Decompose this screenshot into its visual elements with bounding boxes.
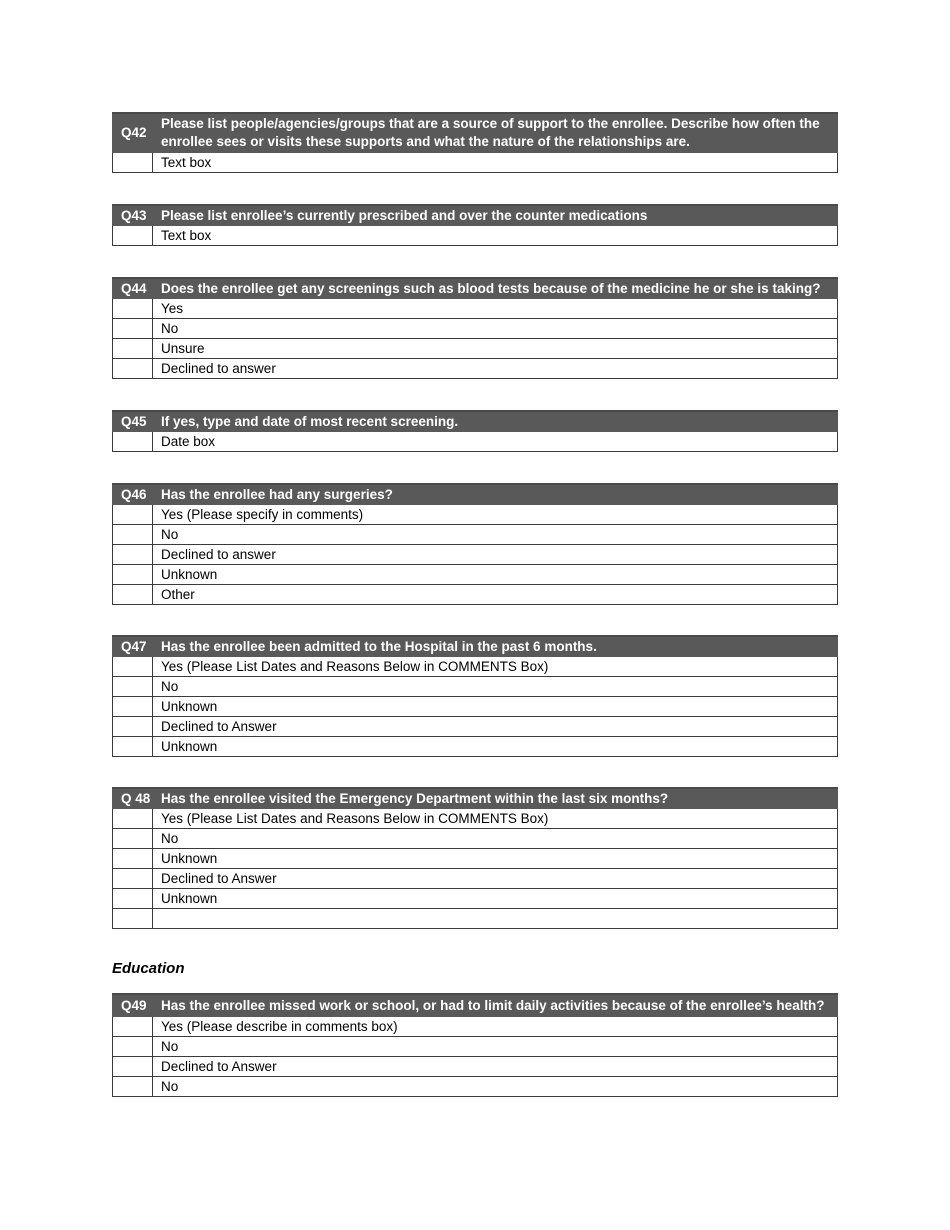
answer-selector-cell[interactable]	[113, 226, 153, 246]
question-text: Has the enrollee been admitted to the Hospital in the past 6 months.	[153, 636, 838, 657]
answer-option[interactable]: Unsure	[153, 339, 838, 359]
answer-selector-cell[interactable]	[113, 505, 153, 525]
answer-option[interactable]: Declined to Answer	[153, 717, 838, 737]
question-table-q46	[112, 483, 838, 605]
question-number: Q43	[113, 205, 153, 226]
answer-option[interactable]: Unknown	[153, 849, 838, 869]
answer-selector-cell[interactable]	[113, 809, 153, 829]
answer-option[interactable]: Declined to Answer	[153, 1057, 838, 1077]
answer-option[interactable]: Yes (Please specify in comments)	[153, 505, 838, 525]
answer-option[interactable]: No	[153, 1077, 838, 1097]
text-box-option[interactable]: Text box	[153, 153, 838, 173]
question-text: Has the enrollee visited the Emergency Department within the last six months?	[153, 788, 838, 809]
answer-selector-cell[interactable]	[113, 1017, 153, 1037]
answer-selector-cell[interactable]	[113, 829, 153, 849]
date-box-option[interactable]: Date box	[153, 432, 838, 452]
answer-selector-cell[interactable]	[113, 299, 153, 319]
answer-selector-cell[interactable]	[113, 697, 153, 717]
answer-option[interactable]: Yes (Please List Dates and Reasons Below in COMMENTS Box)	[153, 809, 838, 829]
answer-option[interactable]: No	[153, 677, 838, 697]
answer-selector-cell[interactable]	[113, 153, 153, 173]
answer-option[interactable]: Yes	[153, 299, 838, 319]
answer-selector-cell[interactable]	[113, 869, 153, 889]
question-text: Please list enrollee’s currently prescribed and over the counter medications	[153, 205, 838, 226]
question-text: Has the enrollee had any surgeries?	[153, 484, 838, 505]
question-table-q45	[112, 410, 838, 452]
answer-option[interactable]: Other	[153, 585, 838, 605]
section-heading-education: Education	[112, 960, 185, 977]
answer-option[interactable]: No	[153, 319, 838, 339]
answer-selector-cell[interactable]	[113, 737, 153, 757]
question-table-q43	[112, 204, 838, 246]
answer-option[interactable]: Unknown	[153, 565, 838, 585]
answer-selector-cell[interactable]	[113, 849, 153, 869]
answer-selector-cell[interactable]	[113, 677, 153, 697]
answer-option[interactable]: Unknown	[153, 737, 838, 757]
question-number: Q42	[113, 113, 153, 153]
answer-selector-cell[interactable]	[113, 319, 153, 339]
question-number: Q49	[113, 994, 153, 1017]
text-box-option[interactable]: Text box	[153, 226, 838, 246]
answer-selector-cell[interactable]	[113, 359, 153, 379]
question-text: If yes, type and date of most recent screening.	[153, 411, 838, 432]
answer-option[interactable]: Unknown	[153, 697, 838, 717]
question-table-q48	[112, 787, 838, 929]
answer-selector-cell[interactable]	[113, 565, 153, 585]
answer-selector-cell[interactable]	[113, 1057, 153, 1077]
answer-selector-cell[interactable]	[113, 909, 153, 929]
answer-selector-cell[interactable]	[113, 1037, 153, 1057]
answer-selector-cell[interactable]	[113, 432, 153, 452]
answer-selector-cell[interactable]	[113, 889, 153, 909]
answer-selector-cell[interactable]	[113, 339, 153, 359]
answer-option-empty[interactable]	[153, 909, 838, 929]
question-text: Please list people/agencies/groups that are a source of support to the enrollee. Describe how often the enrollee sees or visits these supports and what the nature of the relationships are.	[153, 113, 838, 153]
question-table-q49	[112, 993, 838, 1097]
answer-selector-cell[interactable]	[113, 545, 153, 565]
answer-selector-cell[interactable]	[113, 585, 153, 605]
question-table-q44	[112, 277, 838, 379]
answer-option[interactable]: Declined to answer	[153, 545, 838, 565]
question-table-q42	[112, 112, 838, 173]
answer-option[interactable]: No	[153, 1037, 838, 1057]
answer-selector-cell[interactable]	[113, 657, 153, 677]
question-number: Q47	[113, 636, 153, 657]
question-number: Q44	[113, 278, 153, 299]
question-text: Has the enrollee missed work or school, or had to limit daily activities because of the enrollee’s health?	[153, 994, 838, 1017]
answer-option[interactable]: No	[153, 525, 838, 545]
answer-option[interactable]: Yes (Please List Dates and Reasons Below in COMMENTS Box)	[153, 657, 838, 677]
question-number: Q46	[113, 484, 153, 505]
answer-selector-cell[interactable]	[113, 1077, 153, 1097]
answer-option[interactable]: Unknown	[153, 889, 838, 909]
answer-selector-cell[interactable]	[113, 717, 153, 737]
answer-option[interactable]: No	[153, 829, 838, 849]
answer-selector-cell[interactable]	[113, 525, 153, 545]
answer-option[interactable]: Declined to answer	[153, 359, 838, 379]
question-number: Q45	[113, 411, 153, 432]
question-table-q47	[112, 635, 838, 757]
answer-option[interactable]: Yes (Please describe in comments box)	[153, 1017, 838, 1037]
answer-option[interactable]: Declined to Answer	[153, 869, 838, 889]
question-text: Does the enrollee get any screenings such as blood tests because of the medicine he or she is taking?	[153, 278, 838, 299]
question-number: Q 48	[113, 788, 153, 809]
